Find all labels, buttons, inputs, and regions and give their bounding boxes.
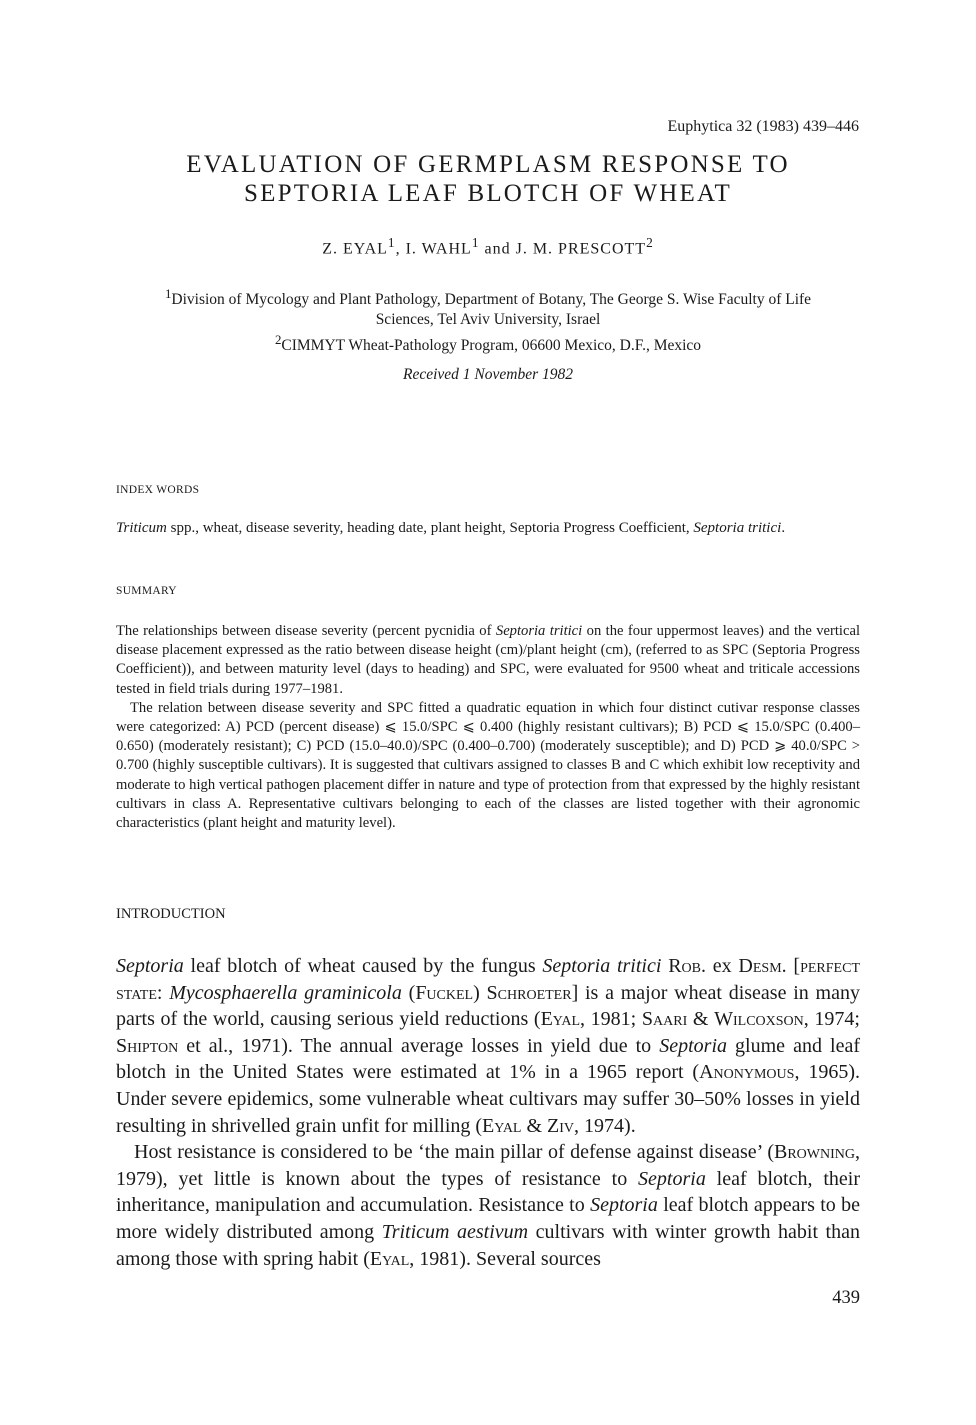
index-word-triticum: Triticum bbox=[116, 520, 167, 536]
intro-text: Host resistance is considered to be ‘the main pillar of defense against disease’ ( bbox=[134, 1141, 774, 1164]
intro-text: : bbox=[156, 981, 170, 1004]
intro-text: , 1979), yet little is known about the types of resistance to bbox=[116, 1141, 860, 1190]
article-title bbox=[100, 150, 876, 208]
intro-text: , 1981). Several sources bbox=[409, 1247, 601, 1270]
intro-text: et al., 1971). The annual average losses in yield due to bbox=[178, 1034, 660, 1057]
intro-citation-author: Eyal bbox=[540, 1008, 581, 1031]
summary-paragraph-2: The relation between disease severity and SPC fitted a quadratic equation in which four distinct cutivar response classes were categorized: A) PCD (percent disease) ⩽ 15.0/SPC ⩽ 0.400 (highly resistant cultivars); B) PCD ⩽ 15.0/SPC (0.400–0.650) (moderately resistant); C) PCD (15.0–40.0)/SPC (0.400–0.700) (moderately susceptible); and D) PCD ⩾ 40.0/SPC > 0.700 (highly susceptible cultivars). It is suggested that cultivars assigned to classes B and C which exhibit low receptivity and moderate to high vertical pathogen placement differ in nature and type of protection from that expressed by the highly resistant cultivars in class A. Representative cultivars belonging to each of the classes are listed together with their agronomic characteristics (plant height and maturity level). bbox=[116, 699, 860, 832]
intro-term: Septoria bbox=[638, 1167, 706, 1190]
intro-text: [ bbox=[786, 955, 801, 977]
affiliation-2: CIMMYT Wheat-Pathology Program, 06600 Mexico, D.F., Mexico bbox=[281, 337, 702, 355]
intro-citation-author: Ziv bbox=[547, 1114, 575, 1137]
index-word-septoria-tritici: Septoria tritici bbox=[693, 520, 782, 536]
author-list bbox=[100, 235, 876, 258]
page-number: 439 bbox=[832, 1288, 860, 1308]
title-line-2: SEPTORIA LEAF BLOTCH OF WHEAT bbox=[244, 180, 732, 207]
author-3-affil-mark: 2 bbox=[646, 235, 654, 250]
summary-paragraph-1 bbox=[116, 622, 860, 699]
introduction-paragraph-2 bbox=[116, 1139, 860, 1272]
summary-heading: SUMMARY bbox=[116, 585, 177, 597]
summary-p1-text-a: The relationships between disease severity (percent pycnidia of bbox=[116, 623, 496, 639]
index-words-text: spp., wheat, disease severity, heading date, plant height, Septoria Progress Coefficient, bbox=[166, 520, 694, 536]
intro-text: ex bbox=[705, 955, 739, 977]
intro-text: leaf blotch appears to be more widely distributed among bbox=[116, 1194, 860, 1243]
received-date: Received 1 November 1982 bbox=[402, 366, 573, 383]
intro-citation-author: Saari bbox=[641, 1008, 688, 1031]
title-line-1: EVALUATION OF GERMPLASM RESPONSE TO bbox=[186, 151, 790, 178]
intro-text: ) bbox=[473, 981, 487, 1004]
introduction-paragraph-1 bbox=[116, 953, 860, 1139]
intro-citation-author: Eyal bbox=[369, 1247, 410, 1270]
intro-text: ] is a major wheat disease in many parts of the world, causing serious yield reductions ( bbox=[116, 981, 860, 1031]
introduction-heading: INTRODUCTION bbox=[116, 906, 226, 922]
affiliation-1-line-2: Sciences, Tel Aviv University, Israel bbox=[375, 311, 601, 329]
author-2: , I. WAHL bbox=[395, 240, 472, 258]
affiliation-1-line-1: Division of Mycology and Plant Pathology, Department of Botany, The George S. Wise Faculty of Life bbox=[171, 291, 812, 309]
index-words bbox=[116, 518, 860, 538]
affiliation-1-mark: 1 bbox=[164, 286, 172, 301]
intro-term: Septoria tritici bbox=[542, 955, 662, 977]
intro-small-caps: perfect state bbox=[116, 955, 860, 1004]
introduction-body bbox=[116, 953, 860, 1272]
affiliations bbox=[100, 284, 876, 356]
intro-text: & bbox=[687, 1008, 715, 1031]
intro-citation-author: Anonymous bbox=[699, 1061, 795, 1084]
intro-citation-author: Eyal bbox=[482, 1114, 522, 1137]
intro-text: , 1981; bbox=[580, 1008, 642, 1031]
intro-term: Septoria bbox=[659, 1034, 728, 1057]
index-words-heading: INDEX WORDS bbox=[116, 484, 200, 496]
intro-text: , 1965). Under severe epidemics, some vulnerable wheat cultivars may suffer 30–50% losses in yield resulting in shrivelled grain unfit for milling ( bbox=[116, 1061, 860, 1137]
index-words-end: . bbox=[781, 520, 786, 536]
summary-p1-species: Septoria tritici bbox=[495, 623, 583, 639]
author-2-affil-mark: 1 bbox=[471, 235, 480, 250]
intro-citation-author: Wilcoxson bbox=[714, 1008, 804, 1031]
intro-text: , 1974). bbox=[574, 1114, 636, 1137]
intro-authority: Rob. bbox=[661, 955, 706, 977]
intro-text: leaf blotch of wheat caused by the fungus bbox=[183, 955, 543, 977]
intro-text: & bbox=[521, 1114, 548, 1137]
intro-text: , 1974; bbox=[803, 1008, 860, 1031]
intro-text: glume and leaf blotch in the United States were estimated at 1% in a 1965 report ( bbox=[116, 1034, 860, 1084]
intro-term: Septoria bbox=[116, 955, 184, 977]
author-1: Z. EYAL bbox=[322, 240, 388, 258]
intro-authority: Desm. bbox=[738, 955, 787, 977]
journal-reference: Euphytica 32 (1983) 439–446 bbox=[667, 118, 859, 135]
author-3: and J. M. PRESCOTT bbox=[479, 240, 647, 258]
intro-authority: Schroeter bbox=[486, 981, 572, 1004]
summary-p1-text-b: on the four uppermost leaves) and the vertical disease placement expressed as the ratio between disease height (cm)/plant height (cm), (referred to as SPC (Septoria Progress Coefficient)), and between maturity level (days to heading) and SPC, were evaluated for 9500 wheat and triticale accessions tested in field trials during 1977–1981. bbox=[116, 623, 860, 697]
intro-term: Triticum aestivum bbox=[381, 1220, 529, 1243]
intro-text: leaf blotch, their inheritance, manipulation and accumulation. Resistance to bbox=[116, 1167, 860, 1217]
intro-citation-author: Shipton bbox=[116, 1034, 179, 1057]
intro-term: Septoria bbox=[590, 1194, 658, 1217]
summary-body bbox=[116, 622, 860, 833]
intro-text: ( bbox=[401, 981, 416, 1004]
affiliation-2-mark: 2 bbox=[274, 332, 282, 348]
intro-authority: Fuckel bbox=[415, 981, 474, 1004]
intro-term: Mycosphaerella graminicola bbox=[169, 981, 402, 1004]
author-1-affil-mark: 1 bbox=[387, 235, 396, 250]
intro-citation-author: Browning bbox=[774, 1141, 855, 1164]
intro-text: cultivars with winter growth habit than among those with spring habit ( bbox=[116, 1220, 860, 1270]
